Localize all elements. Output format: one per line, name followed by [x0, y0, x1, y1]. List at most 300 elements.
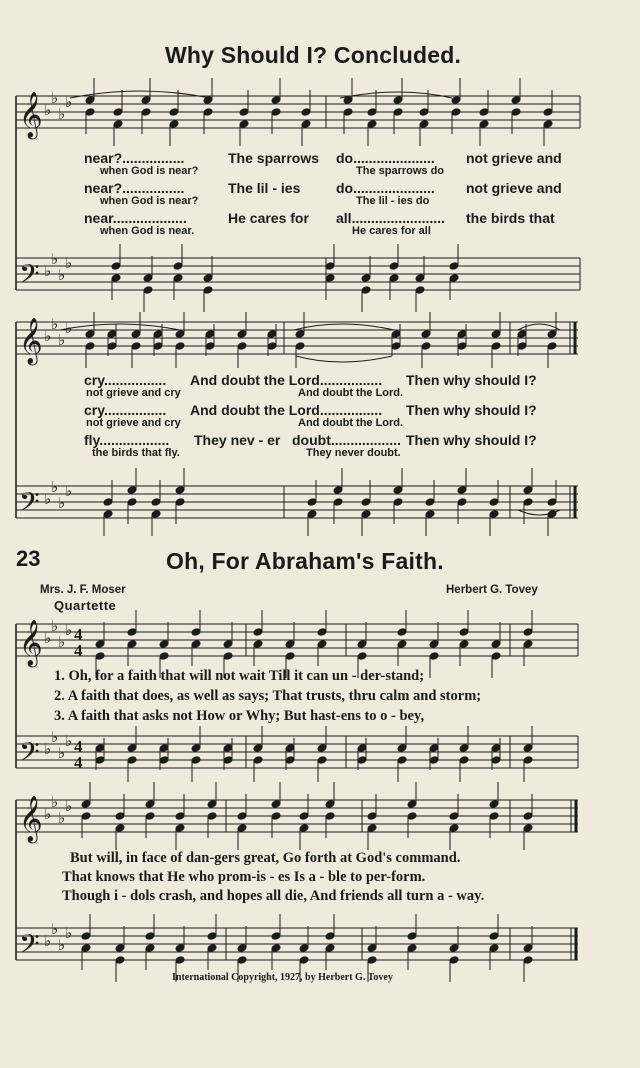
notehead — [127, 498, 137, 507]
notehead — [491, 330, 501, 339]
notehead — [145, 800, 155, 809]
echo-line: The lil - ies do — [356, 195, 430, 207]
treble-staff-3 — [16, 624, 578, 656]
svg-text:♭: ♭ — [44, 932, 52, 950]
svg-text:♭: ♭ — [58, 331, 66, 349]
svg-text:♭: ♭ — [58, 494, 66, 512]
notehead — [449, 262, 459, 271]
lyric-line: The lil - ies — [228, 180, 301, 196]
notehead — [285, 652, 295, 661]
notehead — [267, 330, 277, 339]
notehead — [491, 640, 501, 649]
notehead — [367, 108, 377, 117]
notehead — [397, 628, 407, 637]
hymn-number: 23 — [16, 546, 41, 571]
svg-text:4: 4 — [74, 641, 83, 660]
notehead — [457, 498, 467, 507]
svg-text:♭: ♭ — [58, 633, 66, 651]
notehead — [415, 286, 425, 295]
notehead — [523, 756, 533, 765]
notehead — [271, 812, 281, 821]
verse-line: 2. A faith that does, as well as says; That trusts, thru calm and storm; — [54, 688, 482, 704]
notehead — [333, 498, 343, 507]
notehead — [153, 330, 163, 339]
notehead — [459, 640, 469, 649]
notehead — [191, 640, 201, 649]
notehead — [237, 342, 247, 351]
svg-text:♭: ♭ — [65, 924, 73, 942]
svg-text:4: 4 — [74, 737, 83, 756]
notehead — [361, 286, 371, 295]
notehead — [367, 944, 377, 953]
notehead — [299, 812, 309, 821]
notehead — [389, 274, 399, 283]
notehead — [429, 756, 439, 765]
notehead — [141, 108, 151, 117]
svg-text:𝄢: 𝄢 — [19, 258, 40, 296]
svg-text:♭: ♭ — [51, 250, 59, 268]
notehead — [511, 108, 521, 117]
svg-text:𝄞: 𝄞 — [19, 318, 43, 364]
notehead — [479, 108, 489, 117]
svg-text:♭: ♭ — [51, 617, 59, 635]
notehead — [357, 640, 367, 649]
notehead — [159, 652, 169, 661]
notehead — [205, 330, 215, 339]
notehead — [523, 944, 533, 953]
notehead — [479, 120, 489, 129]
notehead — [145, 932, 155, 941]
notehead — [175, 342, 185, 351]
notehead — [451, 108, 461, 117]
notehead — [459, 756, 469, 765]
notehead — [449, 956, 459, 965]
notehead — [205, 342, 215, 351]
echo-line: when God is near? — [100, 165, 199, 177]
svg-text:𝄞: 𝄞 — [19, 92, 43, 138]
notehead — [159, 640, 169, 649]
notehead — [271, 96, 281, 105]
notehead — [393, 498, 403, 507]
notehead — [191, 756, 201, 765]
notehead — [127, 628, 137, 637]
notehead — [457, 486, 467, 495]
notehead — [285, 744, 295, 753]
notehead — [299, 944, 309, 953]
lyric-line: And doubt the Lord................ — [190, 402, 383, 418]
svg-text:♭: ♭ — [44, 740, 52, 758]
notehead — [115, 824, 125, 833]
notehead — [127, 640, 137, 649]
notehead — [175, 330, 185, 339]
echo-line: when God is near? — [100, 195, 199, 207]
notehead — [491, 652, 501, 661]
notehead — [95, 652, 105, 661]
notehead — [489, 944, 499, 953]
notehead — [169, 108, 179, 117]
notehead — [207, 944, 217, 953]
lyric-line: do..................... — [336, 180, 435, 196]
notehead — [425, 498, 435, 507]
notehead — [85, 330, 95, 339]
notehead — [367, 120, 377, 129]
notehead — [407, 812, 417, 821]
svg-text:♭: ♭ — [51, 793, 59, 811]
notehead — [491, 744, 501, 753]
notehead — [153, 342, 163, 351]
lyric-line: not grieve and — [466, 150, 562, 166]
svg-text:♭: ♭ — [51, 728, 59, 746]
svg-text:♭: ♭ — [51, 315, 59, 333]
notehead — [419, 108, 429, 117]
notehead — [457, 342, 467, 351]
notehead — [203, 108, 213, 117]
notehead — [103, 510, 113, 519]
notehead — [325, 944, 335, 953]
svg-text:♭: ♭ — [44, 101, 52, 119]
notehead — [145, 812, 155, 821]
copyright-notice: International Copyright, 1927, by Herbert G. Tovey — [172, 972, 393, 983]
echo-line: He cares for all — [352, 225, 431, 237]
notehead — [357, 652, 367, 661]
notehead — [317, 640, 327, 649]
notehead — [253, 640, 263, 649]
notehead — [173, 262, 183, 271]
lyric-line: fly.................. — [84, 432, 170, 448]
notehead — [95, 640, 105, 649]
notehead — [239, 120, 249, 129]
svg-text:4: 4 — [74, 753, 83, 772]
lyric-line: the birds that — [466, 210, 555, 226]
notehead — [85, 342, 95, 351]
notehead — [285, 640, 295, 649]
echo-line: not grieve and cry — [86, 387, 181, 399]
notehead — [175, 486, 185, 495]
notehead — [523, 498, 533, 507]
notehead — [489, 510, 499, 519]
verse-line: Though i - dols crash, and hopes all die, And friends all turn a - way. — [62, 888, 485, 904]
notehead — [207, 812, 217, 821]
verse-line: 3. A faith that asks not How or Why; But hast-ens to o - bey, — [54, 708, 425, 724]
svg-text:♭: ♭ — [58, 809, 66, 827]
notehead — [145, 944, 155, 953]
svg-text:♭: ♭ — [65, 621, 73, 639]
echo-line: The sparrows do — [356, 165, 445, 177]
lyric-line: The sparrows — [228, 150, 320, 166]
notehead — [81, 944, 91, 953]
notehead — [429, 652, 439, 661]
notehead — [511, 96, 521, 105]
notehead — [271, 800, 281, 809]
svg-text:𝄞: 𝄞 — [19, 796, 43, 842]
notehead — [175, 812, 185, 821]
notehead — [237, 956, 247, 965]
notehead — [523, 744, 533, 753]
notehead — [367, 956, 377, 965]
notehead — [295, 330, 305, 339]
svg-text:♭: ♭ — [58, 266, 66, 284]
lyric-line: He cares for — [228, 210, 309, 226]
notehead — [81, 812, 91, 821]
lyricist: Mrs. J. F. Moser — [40, 584, 126, 596]
notehead — [489, 812, 499, 821]
notehead — [191, 744, 201, 753]
notehead — [491, 756, 501, 765]
svg-text:♭: ♭ — [65, 319, 73, 337]
svg-text:♭: ♭ — [44, 262, 52, 280]
lyric-line: near................... — [84, 210, 187, 226]
notehead — [127, 486, 137, 495]
notehead — [175, 956, 185, 965]
notehead — [543, 120, 553, 129]
echo-line: And doubt the Lord. — [298, 417, 404, 429]
notehead — [325, 932, 335, 941]
notehead — [95, 756, 105, 765]
notehead — [127, 756, 137, 765]
notehead — [253, 756, 263, 765]
notehead — [361, 510, 371, 519]
notehead — [307, 510, 317, 519]
bass-staff-1 — [16, 258, 580, 290]
lyric-line: They nev - er — [194, 432, 281, 448]
notehead — [491, 342, 501, 351]
notehead — [489, 498, 499, 507]
notehead — [271, 944, 281, 953]
svg-text:♭: ♭ — [51, 89, 59, 107]
notehead — [237, 944, 247, 953]
svg-text:♭: ♭ — [65, 254, 73, 272]
notehead — [115, 956, 125, 965]
notehead — [107, 342, 117, 351]
svg-text:♭: ♭ — [58, 744, 66, 762]
notehead — [115, 812, 125, 821]
notehead — [85, 108, 95, 117]
notehead — [143, 286, 153, 295]
notehead — [271, 108, 281, 117]
notehead — [361, 498, 371, 507]
notehead — [159, 744, 169, 753]
echo-line: not grieve and cry — [86, 417, 181, 429]
svg-text:𝄢: 𝄢 — [19, 736, 40, 774]
svg-text:♭: ♭ — [65, 482, 73, 500]
lyric-line: Then why should I? — [406, 372, 537, 388]
notehead — [317, 744, 327, 753]
notehead — [333, 486, 343, 495]
svg-text:♭: ♭ — [44, 327, 52, 345]
notehead — [131, 330, 141, 339]
notehead — [115, 944, 125, 953]
notehead — [299, 824, 309, 833]
notehead — [127, 744, 137, 753]
svg-text:♭: ♭ — [44, 629, 52, 647]
svg-text:♭: ♭ — [51, 478, 59, 496]
notehead — [451, 96, 461, 105]
lyric-line: And doubt the Lord................ — [190, 372, 383, 388]
notehead — [223, 744, 233, 753]
lyric-line: do..................... — [336, 150, 435, 166]
notehead — [237, 330, 247, 339]
notehead — [361, 274, 371, 283]
notehead — [207, 800, 217, 809]
echo-line: when God is near. — [100, 225, 195, 237]
notehead — [173, 274, 183, 283]
notehead — [421, 330, 431, 339]
notehead — [393, 108, 403, 117]
notehead — [113, 108, 123, 117]
svg-text:♭: ♭ — [44, 805, 52, 823]
lyric-line: Then why should I? — [406, 432, 537, 448]
notehead — [267, 342, 277, 351]
notehead — [547, 330, 557, 339]
lyric-line: cry................ — [84, 372, 167, 388]
notehead — [397, 744, 407, 753]
notehead — [523, 956, 533, 965]
notehead — [393, 96, 403, 105]
notehead — [175, 944, 185, 953]
svg-text:♭: ♭ — [44, 490, 52, 508]
lyric-line: doubt.................. — [292, 432, 401, 448]
notehead — [449, 812, 459, 821]
lyric-line: near?................ — [84, 150, 185, 166]
svg-text:𝄢: 𝄢 — [19, 928, 40, 966]
notehead — [397, 640, 407, 649]
notehead — [295, 342, 305, 351]
svg-text:𝄢: 𝄢 — [19, 486, 40, 524]
notehead — [523, 486, 533, 495]
arrangement-label: Quartette — [54, 598, 117, 613]
svg-text:♭: ♭ — [65, 93, 73, 111]
verse-line: But will, in face of dan-gers great, Go forth at God's command. — [70, 850, 461, 866]
notehead — [523, 812, 533, 821]
notehead — [449, 274, 459, 283]
notehead — [81, 800, 91, 809]
notehead — [207, 932, 217, 941]
notehead — [131, 342, 141, 351]
notehead — [223, 640, 233, 649]
notehead — [95, 744, 105, 753]
notehead — [407, 800, 417, 809]
notehead — [169, 120, 179, 129]
notehead — [389, 262, 399, 271]
notehead — [523, 824, 533, 833]
notehead — [425, 510, 435, 519]
notehead — [429, 744, 439, 753]
notehead — [391, 342, 401, 351]
echo-line: They never doubt. — [306, 447, 401, 459]
notehead — [489, 800, 499, 809]
notehead — [151, 510, 161, 519]
notehead — [237, 824, 247, 833]
notehead — [393, 486, 403, 495]
notehead — [107, 330, 117, 339]
notehead — [357, 744, 367, 753]
svg-text:♭: ♭ — [65, 797, 73, 815]
notehead — [141, 96, 151, 105]
notehead — [547, 342, 557, 351]
notehead — [325, 262, 335, 271]
notehead — [517, 342, 527, 351]
notehead — [317, 628, 327, 637]
notehead — [517, 330, 527, 339]
echo-line: And doubt the Lord. — [298, 387, 404, 399]
notehead — [523, 640, 533, 649]
notehead — [459, 744, 469, 753]
notehead — [449, 824, 459, 833]
notehead — [307, 498, 317, 507]
notehead — [547, 510, 557, 519]
notehead — [421, 342, 431, 351]
notehead — [223, 652, 233, 661]
notehead — [407, 932, 417, 941]
treble-staff-1 — [16, 96, 580, 128]
notehead — [299, 956, 309, 965]
svg-text:♭: ♭ — [58, 936, 66, 954]
notehead — [325, 812, 335, 821]
notehead — [415, 274, 425, 283]
notehead — [151, 498, 161, 507]
notehead — [489, 932, 499, 941]
verse-line: 1. Oh, for a faith that will not wait Till it can un - der-stand; — [54, 668, 425, 684]
notehead — [285, 756, 295, 765]
hymn-title: Oh, For Abraham's Faith. — [166, 548, 444, 574]
svg-text:♭: ♭ — [65, 732, 73, 750]
notehead — [143, 274, 153, 283]
notehead — [113, 120, 123, 129]
notehead — [175, 824, 185, 833]
notehead — [459, 628, 469, 637]
notehead — [103, 498, 113, 507]
notehead — [253, 628, 263, 637]
notehead — [429, 640, 439, 649]
notehead — [253, 744, 263, 753]
verse-line: That knows that He who prom-is - es Is a - ble to per-form. — [62, 869, 426, 885]
lyric-line: near?................ — [84, 180, 185, 196]
notehead — [81, 932, 91, 941]
notehead — [191, 628, 201, 637]
lyric-line: not grieve and — [466, 180, 562, 196]
notehead — [367, 812, 377, 821]
lyric-line: cry................ — [84, 402, 167, 418]
notehead — [407, 944, 417, 953]
notehead — [367, 824, 377, 833]
notehead — [301, 108, 311, 117]
notehead — [449, 944, 459, 953]
notehead — [159, 756, 169, 765]
notehead — [343, 108, 353, 117]
notehead — [523, 628, 533, 637]
echo-line: the birds that fly. — [92, 447, 180, 459]
notehead — [111, 274, 121, 283]
notehead — [419, 120, 429, 129]
composer: Herbert G. Tovey — [446, 584, 538, 596]
notehead — [317, 756, 327, 765]
notehead — [301, 120, 311, 129]
notehead — [85, 96, 95, 105]
lyric-line: Then why should I? — [406, 402, 537, 418]
notehead — [325, 800, 335, 809]
svg-text:♭: ♭ — [58, 105, 66, 123]
notehead — [239, 108, 249, 117]
notehead — [223, 756, 233, 765]
notehead — [325, 274, 335, 283]
notehead — [111, 262, 121, 271]
notehead — [357, 756, 367, 765]
notehead — [271, 932, 281, 941]
notehead — [237, 812, 247, 821]
svg-text:4: 4 — [74, 625, 83, 644]
notehead — [543, 108, 553, 117]
notehead — [391, 330, 401, 339]
